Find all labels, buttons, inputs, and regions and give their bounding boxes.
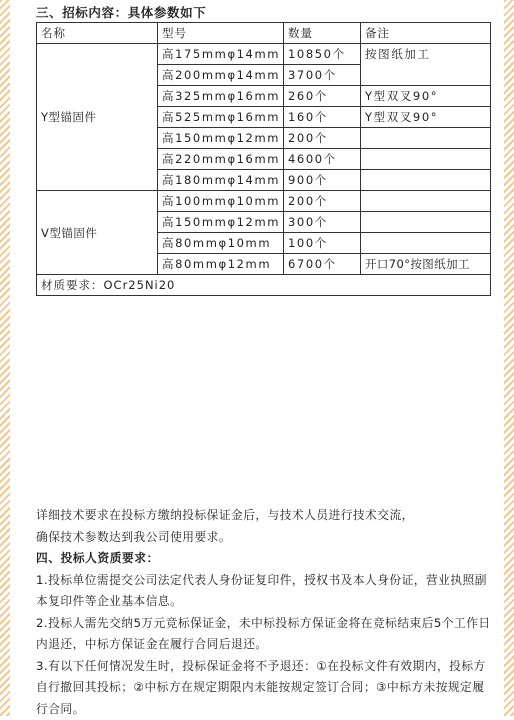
model-cell: 高150mmφ12mm: [158, 212, 284, 233]
model-cell: 高175mmφ14mm: [158, 44, 284, 65]
model-cell: 高220mmφ16mm: [158, 149, 284, 170]
section-title: 三、招标内容：具体参数如下: [36, 3, 206, 21]
note-cell: [361, 233, 491, 254]
material-row: [37, 275, 491, 296]
table-row: [37, 191, 491, 212]
qualification-item-2: 2.投标人需先交纳5万元竞标保证金，未中标投标方保证金将在竞标结束后5个工作日内退还，中标方保证金在履行合同后退还。: [36, 613, 496, 656]
header-quantity: 数量: [284, 23, 361, 44]
model-cell: 高325mmφ16mm: [158, 86, 284, 107]
quantity-cell: 200个: [284, 128, 361, 149]
qualification-heading: 四、投标人资质要求：: [36, 548, 496, 570]
spec-table: [36, 22, 491, 296]
quantity-cell: 260个: [284, 86, 361, 107]
note-cell: [361, 128, 491, 149]
qualification-item-3: 3.有以下任何情况发生时，投标保证金将不予退还：①在投标文件有效期内，投标方自行撤回其投标；②中标方在规定期限内未能按规定签订合同；③中标方未按规定履行合同。: [36, 656, 496, 720]
decorative-right-border: [504, 0, 514, 716]
table-row: [37, 44, 491, 65]
group-name-v: V型锚固件: [37, 191, 158, 275]
detail-line-2: 确保技术参数达到我公司使用要求。: [36, 527, 496, 549]
detail-line-1: 详细技术要求在投标方缴纳投标保证金后，与技术人员进行技术交流，: [36, 505, 496, 527]
quantity-cell: 4600个: [284, 149, 361, 170]
model-cell: 高180mmφ14mm: [158, 170, 284, 191]
quantity-cell: 200个: [284, 191, 361, 212]
qualification-section: [36, 548, 496, 720]
header-note: 备注: [361, 23, 491, 44]
model-cell: 高525mmφ16mm: [158, 107, 284, 128]
note-cell: 按图纸加工: [361, 44, 491, 86]
group-name-y: Y型锚固件: [37, 44, 158, 191]
header-name: 名称: [37, 23, 158, 44]
model-cell: 高200mmφ14mm: [158, 65, 284, 86]
model-cell: 高80mmφ10mm: [158, 233, 284, 254]
decorative-left-border: [0, 0, 10, 716]
model-cell: 高150mmφ12mm: [158, 128, 284, 149]
note-cell: 开口70°按图纸加工: [361, 254, 491, 275]
quantity-cell: 160个: [284, 107, 361, 128]
note-cell: Y型双叉90°: [361, 86, 491, 107]
note-cell: Y型双叉90°: [361, 107, 491, 128]
quantity-cell: 3700个: [284, 65, 361, 86]
model-cell: 高100mmφ10mm: [158, 191, 284, 212]
note-cell: [361, 191, 491, 212]
table-header-row: [37, 23, 491, 44]
quantity-cell: 6700个: [284, 254, 361, 275]
model-cell: 高80mmφ12mm: [158, 254, 284, 275]
note-cell: [361, 212, 491, 233]
quantity-cell: 300个: [284, 212, 361, 233]
quantity-cell: 100个: [284, 233, 361, 254]
quantity-cell: 900个: [284, 170, 361, 191]
material-requirement: 材质要求：OCr25Ni20: [37, 275, 491, 296]
note-cell: [361, 149, 491, 170]
note-cell: [361, 170, 491, 191]
header-model: 型号: [158, 23, 284, 44]
qualification-item-1: 1.投标单位需提交公司法定代表人身份证复印件，授权书及本人身份证，营业执照副本复印件等企业基本信息。: [36, 570, 496, 613]
detail-paragraph: [36, 505, 496, 548]
quantity-cell: 10850个: [284, 44, 361, 65]
